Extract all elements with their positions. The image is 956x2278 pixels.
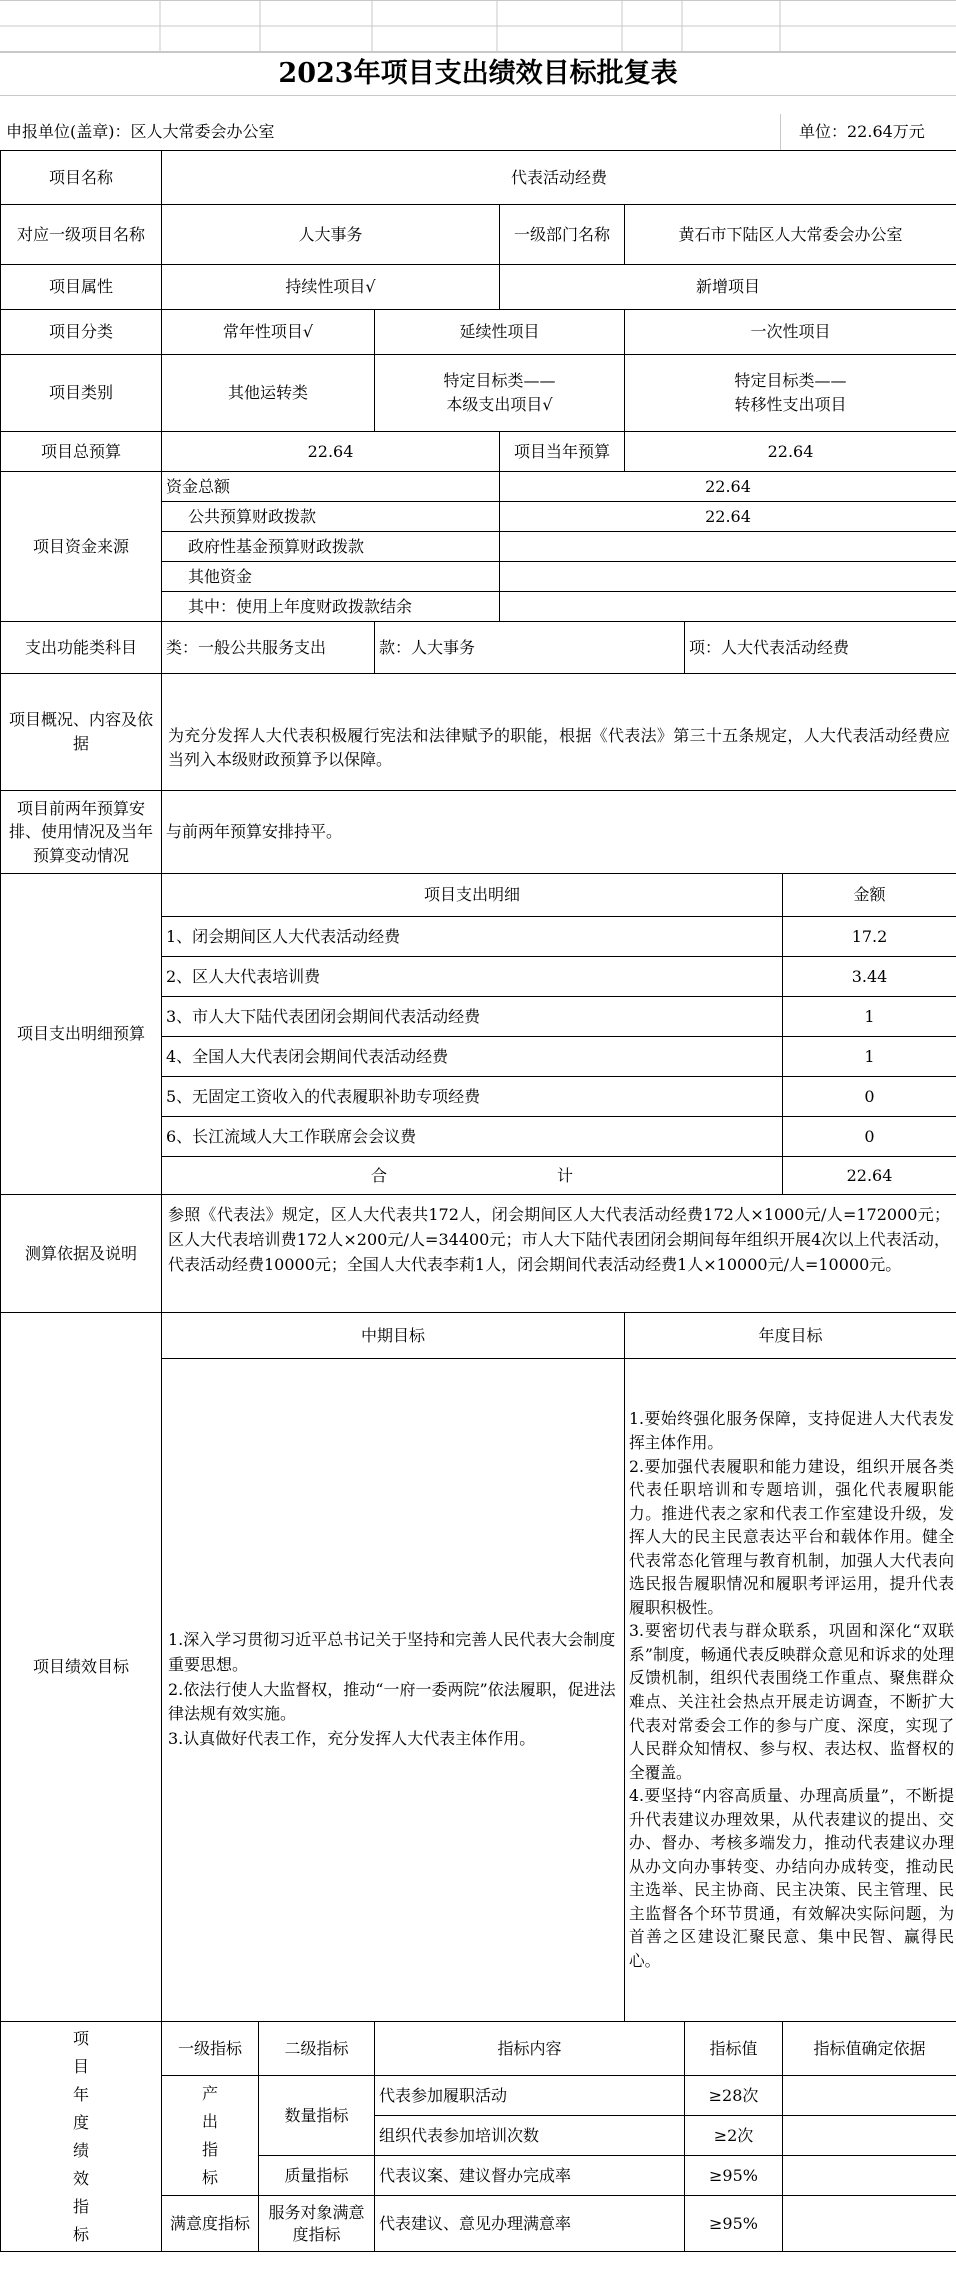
overview-label: 项目概况、内容及依据 bbox=[1, 674, 162, 791]
annual-goal-header: 年度目标 bbox=[625, 1313, 956, 1359]
indicator-content: 组织代表参加培训次数 bbox=[375, 2116, 685, 2156]
page-title: 2023年项目支出绩效目标批复表 bbox=[0, 52, 956, 96]
detail-item: 6、长江流域人大工作联席会会议费 bbox=[162, 1117, 783, 1157]
indicator-side-label bbox=[1, 2022, 162, 2252]
previous-label: 项目前两年预算安排、使用情况及当年预算变动情况 bbox=[1, 791, 162, 874]
row-fund-total bbox=[1, 472, 956, 502]
project-name-value: 代表活动经费 bbox=[162, 151, 956, 205]
row-budget bbox=[1, 432, 956, 472]
detail-amount: 1 bbox=[783, 1037, 956, 1077]
function-xiang: 项：人大代表活动经费 bbox=[685, 622, 956, 674]
ind-output-text: 产出指标 bbox=[201, 2083, 218, 2187]
detail-item: 3、市人大下陆代表团闭会期间代表活动经费 bbox=[162, 997, 783, 1037]
detail-header: 项目支出明细 bbox=[162, 874, 783, 917]
row-indicator-header bbox=[1, 2022, 956, 2076]
category-label: 项目分类 bbox=[1, 310, 162, 355]
total-label-b: 计 bbox=[557, 1165, 574, 1185]
ind-satisfaction: 满意度指标 bbox=[162, 2196, 259, 2252]
indicator-basis bbox=[783, 2196, 956, 2252]
indicator-content: 代表参加履职活动 bbox=[375, 2076, 685, 2116]
detail-amount: 0 bbox=[783, 1117, 956, 1157]
total-amount: 22.64 bbox=[783, 1157, 956, 1195]
indicator-value: ≥28次 bbox=[685, 2076, 783, 2116]
fund-item-value bbox=[500, 592, 956, 622]
function-label: 支出功能类科目 bbox=[1, 622, 162, 674]
ind-header-level1: 一级指标 bbox=[162, 2022, 259, 2076]
budget-total-label: 项目总预算 bbox=[1, 432, 162, 472]
mid-goal-header: 中期目标 bbox=[162, 1313, 625, 1359]
fund-item-value bbox=[500, 532, 956, 562]
level1-project-value: 人大事务 bbox=[162, 205, 500, 265]
project-name-label: 项目名称 bbox=[1, 151, 162, 205]
row-category bbox=[1, 310, 956, 355]
detail-amount: 0 bbox=[783, 1077, 956, 1117]
category-extended: 延续性项目 bbox=[375, 310, 625, 355]
previous-text: 与前两年预算安排持平。 bbox=[162, 791, 956, 874]
row-goal-header bbox=[1, 1313, 956, 1359]
goal-label: 项目绩效目标 bbox=[1, 1313, 162, 2022]
row-previous bbox=[1, 791, 956, 874]
detail-item: 2、区人大代表培训费 bbox=[162, 957, 783, 997]
type-other: 其他运转类 bbox=[162, 355, 375, 432]
reporting-unit: 申报单位(盖章)：区人大常委会办公室 bbox=[6, 122, 275, 141]
type-special-line2: 本级支出项目√ bbox=[446, 395, 553, 414]
type-special-line1: 特定目标类—— bbox=[443, 371, 556, 390]
annual-goal-text: 1.要始终强化服务保障，支持促进人大代表发挥主体作用。 2.要加强代表履职和能力建设，组织开展各类代表任职培训和专题培训，强化代表履职能力。推进代表之家和代表工作室建设升级，发挥人大的民主民意表达平台和载体作用。健全代表常态化管理与教育机制，加强人大代表向选民报告履职情况和履职考评运用，提升代表履职积极性。 3.要密切代表与群众联系，巩固和深化“双联系”制度，畅通代表反映群众意见和诉求的处理反馈机制，组织代表围绕工作重点、聚焦群众难点、关注社会热点开展走访调查，不断扩大代表对常委会工作的参与广度、深度，实现了人民群众知情权、参与权、表达权、监督权的全覆盖。 4.要坚持“内容高质量、办理高质量”，不断提升代表建议办理效果，从代表建议的提出、交办、督办、考核多端发力，推动代表建议办理从办文向办事转变、办结向办成转变，推动民主选举、民主协商、民主决策、民主管理、民主监督各个环节贯通，有效解决实际问题，为首善之区建设汇聚民意、集中民智、赢得民心。 bbox=[625, 1359, 956, 2022]
budget-total-value: 22.64 bbox=[162, 432, 500, 472]
indicator-value: ≥2次 bbox=[685, 2116, 783, 2156]
level1-dept-label: 一级部门名称 bbox=[500, 205, 625, 265]
type-transfer bbox=[625, 355, 956, 432]
budget-table bbox=[0, 150, 956, 2252]
ind-quality: 质量指标 bbox=[259, 2156, 375, 2196]
detail-item: 5、无固定工资收入的代表履职补助专项经费 bbox=[162, 1077, 783, 1117]
category-regular: 常年性项目√ bbox=[162, 310, 375, 355]
detail-amount: 17.2 bbox=[783, 917, 956, 957]
ind-quantity: 数量指标 bbox=[259, 2076, 375, 2156]
amount-header: 金额 bbox=[783, 874, 956, 917]
spreadsheet-gridlines bbox=[0, 0, 956, 52]
row-function bbox=[1, 622, 956, 674]
attribute-continuous: 持续性项目√ bbox=[162, 265, 500, 310]
fund-item-value bbox=[500, 562, 956, 592]
fund-item-label: 其他资金 bbox=[162, 562, 500, 592]
indicator-basis bbox=[783, 2116, 956, 2156]
fund-item-value: 22.64 bbox=[500, 472, 956, 502]
indicator-content: 代表议案、建议督办完成率 bbox=[375, 2156, 685, 2196]
calculation-text: 参照《代表法》规定，区人大代表共172人，闭会期间区人大代表活动经费172人×1000元/人=172000元；区人大代表培训费172人×200元/人=34400元；市人大下陆代表团闭会期间每年组织开展4次以上代表活动，代表活动经费10000元；全国人大代表李莉1人，闭会期间代表活动经费1人×10000元/人=10000元。 bbox=[162, 1195, 956, 1313]
indicator-value: ≥95% bbox=[685, 2156, 783, 2196]
row-detail-header bbox=[1, 874, 956, 917]
function-kuan: 款：人大事务 bbox=[375, 622, 685, 674]
ind-header-content: 指标内容 bbox=[375, 2022, 685, 2076]
form-header bbox=[0, 114, 956, 151]
row-project-name bbox=[1, 151, 956, 205]
indicator-content: 代表建议、意见办理满意率 bbox=[375, 2196, 685, 2252]
indicator-value: ≥95% bbox=[685, 2196, 783, 2252]
type-label: 项目类别 bbox=[1, 355, 162, 432]
overview-text: 为充分发挥人大代表积极履行宪法和法律赋予的职能，根据《代表法》第三十五条规定，人大代表活动经费应当列入本级财政预算予以保障。 bbox=[162, 674, 956, 791]
type-special bbox=[375, 355, 625, 432]
detail-item: 4、全国人大代表闭会期间代表活动经费 bbox=[162, 1037, 783, 1077]
fund-item-label: 资金总额 bbox=[162, 472, 500, 502]
attribute-new: 新增项目 bbox=[500, 265, 956, 310]
level1-project-label: 对应一级项目名称 bbox=[1, 205, 162, 265]
indicator-basis bbox=[783, 2156, 956, 2196]
blank-row bbox=[0, 94, 956, 114]
detail-amount: 3.44 bbox=[783, 957, 956, 997]
level1-dept-value: 黄石市下陆区人大常委会办公室 bbox=[625, 205, 956, 265]
mid-goal-text: 1.深入学习贯彻习近平总书记关于坚持和完善人民代表大会制度重要思想。 2.依法行使人大监督权，推动“一府一委两院”依法履职，促进法律法规有效实施。 3.认真做好代表工作，充分发挥人大代表主体作用。 bbox=[162, 1359, 625, 2022]
indicator-basis bbox=[783, 2076, 956, 2116]
fund-item-label: 政府性基金预算财政拨款 bbox=[162, 532, 500, 562]
row-calculation bbox=[1, 1195, 956, 1313]
detail-amount: 1 bbox=[783, 997, 956, 1037]
row-overview bbox=[1, 674, 956, 791]
amount-unit: 单位：22.64万元 bbox=[780, 114, 956, 150]
total-label-a: 合 bbox=[370, 1165, 387, 1185]
fund-item-label: 其中：使用上年度财政拨款结余 bbox=[162, 592, 500, 622]
fund-item-label: 公共预算财政拨款 bbox=[162, 502, 500, 532]
budget-year-value: 22.64 bbox=[625, 432, 956, 472]
ind-header-level2: 二级指标 bbox=[259, 2022, 375, 2076]
row-type bbox=[1, 355, 956, 432]
fund-source-label: 项目资金来源 bbox=[1, 472, 162, 622]
type-transfer-line1: 特定目标类—— bbox=[734, 371, 847, 390]
fund-item-value: 22.64 bbox=[500, 502, 956, 532]
ind-header-value: 指标值 bbox=[685, 2022, 783, 2076]
budget-year-label: 项目当年预算 bbox=[500, 432, 625, 472]
detail-label: 项目支出明细预算 bbox=[1, 874, 162, 1195]
row-attribute bbox=[1, 265, 956, 310]
function-class: 类：一般公共服务支出 bbox=[162, 622, 375, 674]
calculation-label: 测算依据及说明 bbox=[1, 1195, 162, 1313]
ind-header-basis: 指标值确定依据 bbox=[783, 2022, 956, 2076]
ind-service: 服务对象满意度指标 bbox=[259, 2196, 375, 2252]
ind-output bbox=[162, 2076, 259, 2196]
category-onetime: 一次性项目 bbox=[625, 310, 956, 355]
type-transfer-line2: 转移性支出项目 bbox=[734, 395, 847, 414]
detail-item: 1、闭会期间区人大代表活动经费 bbox=[162, 917, 783, 957]
row-level1 bbox=[1, 205, 956, 265]
attribute-label: 项目属性 bbox=[1, 265, 162, 310]
indicator-side-text: 项目年度绩效指标 bbox=[72, 2028, 89, 2244]
total-label bbox=[162, 1157, 783, 1195]
